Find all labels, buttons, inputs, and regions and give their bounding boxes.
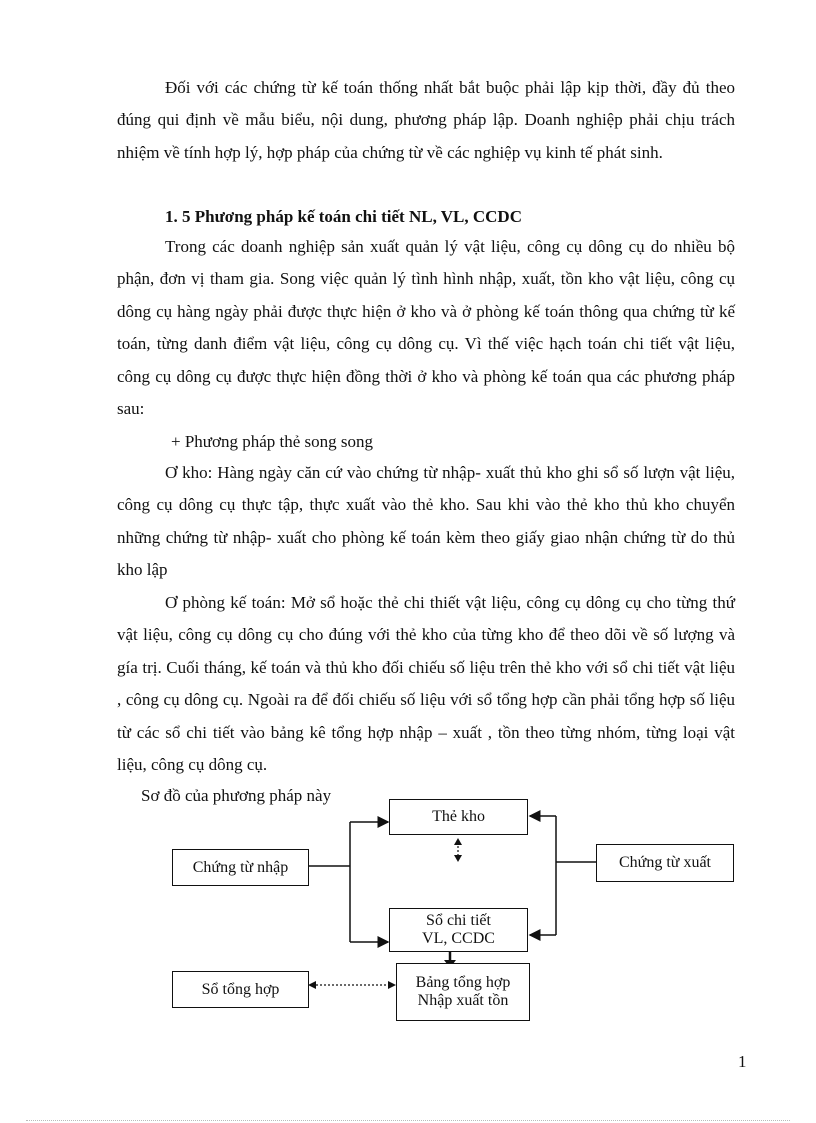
chung-tu-nhap-label: Chứng từ nhập [192,858,289,876]
so-chi-tiet-box [389,908,528,952]
so-chi-tiet-line2: VL, CCDC [422,930,495,947]
page-number: 1 [738,1052,747,1071]
paragraph-chung-tu: Đối với các chứng từ kế toán thống nhất bắt buộc phải lập kịp thời, đầy đủ theo đúng qui định về mẫu biểu, nội dung, phương pháp lập. Doanh nghiệp phải chịu trách nhiệm về tính hợp lý, hợp pháp của chứng từ về các nghiệp vụ kinh tế phát sinh. [117,78,735,162]
diagram-caption: Sơ đồ của phương pháp này [141,786,332,805]
chung-tu-xuat-label: Chứng từ xuất [618,854,711,871]
bullet-the-song-song: + Phương pháp thẻ song song [171,432,374,451]
so-tong-hop-label: Sổ tổng hợp [201,980,280,998]
so-tong-hop-box [172,971,309,1008]
chung-tu-nhap-box [172,849,309,886]
bang-tong-hop-box [396,963,530,1021]
so-chi-tiet-line1: Sổ chi tiết [426,912,491,929]
paragraph-o-kho: Ơ kho: Hàng ngày căn cứ vào chứng từ nhập- xuất thủ kho ghi sổ số lượn vật liệu, công cụ dông cụ thực tập, thực xuất vào thẻ kho. Sau khi vào thẻ kho thủ kho chuyển những chứng từ nhập- xuất cho phòng kế toán kèm theo giấy giao nhận chứng từ do thủ kho lập [117,463,735,580]
chung-tu-xuat-box [596,844,734,882]
the-kho-box [389,799,528,835]
page-footer-divider [26,1120,790,1121]
paragraph-phong-ke-toan: Ơ phòng kế toán: Mở sổ hoặc thẻ chi thiết vật liệu, công cụ dông cụ cho từng thứ vật liệu, công cụ dông cụ cho đúng với thẻ kho của từng kho để theo dõi về số lượng và gía trị. Cuối tháng, kế toán và thủ kho đối chiếu số liệu trên thẻ kho với sổ chi tiết vật liệu , công cụ dông cụ. Ngoài ra để đối chiếu số liệu với sổ tổng hợp cần phải tổng hợp số liệu từ các sổ chi tiết vào bảng kê tổng hợp nhập – xuất , tồn theo từng nhóm, từng loại vật liệu, công cụ dông cụ. [117,593,735,775]
section-heading: 1. 5 Phương pháp kế toán chi tiết NL, VL, CCDC [165,207,522,226]
bang-tong-hop-line1: Bảng tổng hợp [415,974,511,991]
paragraph-intro: Trong các doanh nghiệp sản xuất quản lý vật liệu, công cụ dông cụ do nhiều bộ phận, đơn vị tham gia. Song việc quản lý tình hình nhập, xuất, tồn kho vật liệu, công cụ dông cụ hàng ngày phải được thực hiện ở kho và ở phòng kế toán thông qua chứng từ kế toán, từng danh điểm vật liệu, công cụ dông cụ. Vì thế việc hạch toán chi tiết vật liệu, công cụ dông cụ được thực hiện đồng thời ở kho và phòng kế toán qua các phương pháp sau: [117,237,735,419]
bang-tong-hop-line2: Nhập xuất tồn [417,992,509,1009]
the-kho-label: Thẻ kho [432,808,485,825]
